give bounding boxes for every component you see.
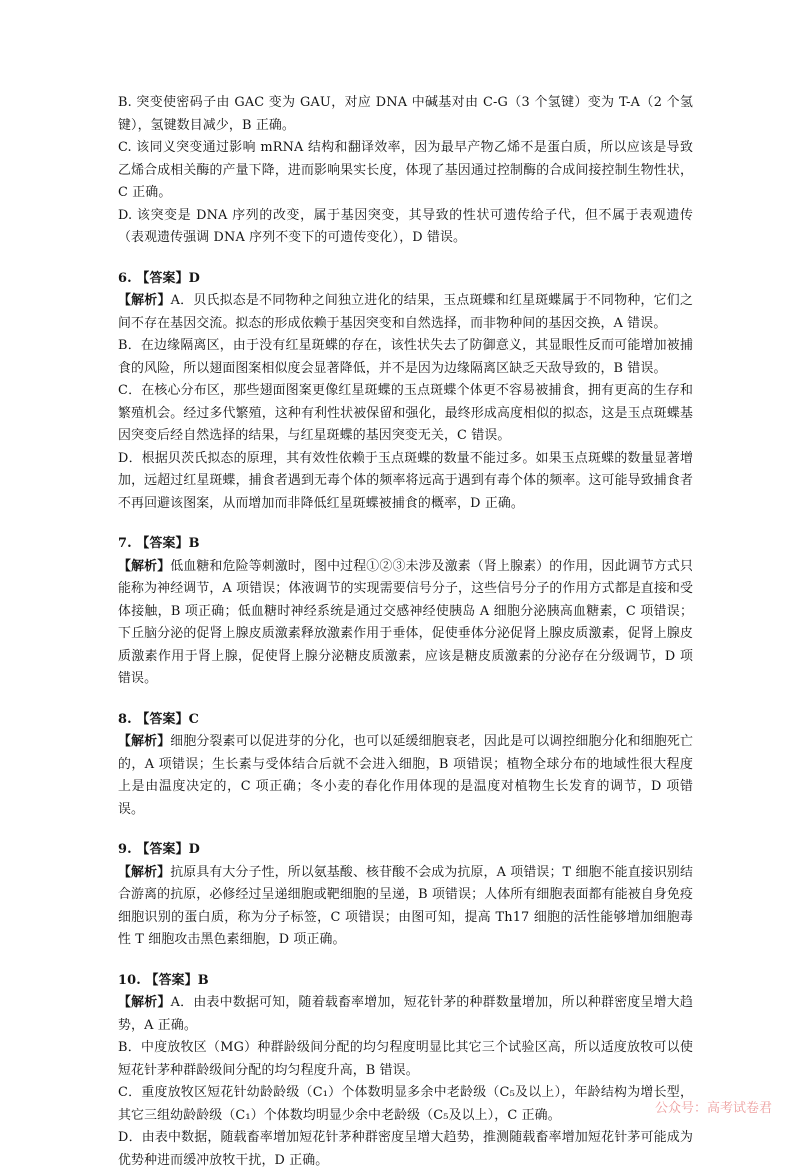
q5-option-c: C. 该同义突变通过影响 mRNA 结构和翻译效率，因为最早产物乙烯不是蛋白质，所以应该是导致乙烯合成相关酶的产量下降，进而影响果实长度，体现了基因通过控制酶的合成间接控制生物性状，C 正确。: [118, 137, 693, 205]
analysis-text: A．贝氏拟态是不同物种之间独立进化的结果，玉点斑蝶和红星斑蝶属于不同物种，它们之间不存在基因交流。拟态的形成依赖于基因突变和自然选择，而非物种间的基因交换，A 错误。: [118, 293, 693, 331]
answer-line: [118, 970, 693, 993]
question-10: [118, 970, 693, 1172]
answer-document: [118, 92, 693, 1172]
q5-tail: [118, 92, 693, 250]
watermark: 公众号：高考试卷君: [655, 1097, 772, 1116]
answer-value: D: [189, 842, 200, 857]
answer-value: C: [189, 712, 199, 727]
analysis-tag: 【解析】: [118, 734, 170, 749]
answer-tag: 【答案】: [146, 973, 198, 988]
analysis-tag: 【解析】: [118, 995, 171, 1010]
question-number: 10.: [118, 973, 141, 988]
analysis-paragraph: D．根据贝茨氏拟态的原理，其有效性依赖于玉点斑蝶的数量不能过多。如果玉点斑蝶的数量显著增加，远超过红星斑蝶，捕食者遇到无毒个体的频率将远高于遇到有毒个体的频率。这可能导致捕食者不再回避该图案，从而增加而非降低红星斑蝶被捕食的概率，D 正确。: [118, 448, 693, 516]
question-number: 6.: [118, 271, 132, 286]
analysis-paragraph: B．在边缘隔离区，由于没有红星斑蝶的存在，该性状失去了防御意义，其显眼性反而可能增加被捕食的风险，所以翅面图案相似度会显著降低，并不是因为边缘隔离区缺乏天敌导致的，B 错误。: [118, 335, 693, 380]
analysis-tag: 【解析】: [118, 293, 171, 308]
answer-value: D: [189, 271, 200, 286]
answer-tag: 【答案】: [136, 842, 188, 857]
answer-line: [118, 839, 693, 862]
analysis-paragraph: D．由表中数据，随载畜率增加短花针茅种群密度呈增大趋势，推测随载畜率增加短花针茅可能成为优势种进而缓冲放牧干扰，D 正确。: [118, 1127, 693, 1172]
analysis-paragraph: [118, 731, 693, 821]
answer-value: B: [198, 973, 209, 988]
analysis-paragraph: [118, 992, 693, 1037]
analysis-paragraph: [118, 862, 693, 952]
answer-tag: 【答案】: [136, 712, 188, 727]
analysis-text: A．由表中数据可知，随着载畜率增加，短花针茅的种群数量增加，所以种群密度呈增大趋势，A 正确。: [118, 995, 693, 1033]
question-number: 8.: [118, 712, 132, 727]
analysis-paragraph: C．在核心分布区，那些翅面图案更像红星斑蝶的玉点斑蝶个体更不容易被捕食，拥有更高的生存和繁殖机会。经过多代繁殖，这种有利性状被保留和强化，最终形成高度相似的拟态，这是玉点斑蝶基因突变后经自然选择的结果，与红星斑蝶的基因突变无关，C 错误。: [118, 380, 693, 448]
analysis-paragraph: C．重度放牧区短花针幼龄龄级（C₁）个体数明显多余中老龄级（C₅及以上），年龄结构为增长型，其它三组幼龄龄级（C₁）个体数均明显少余中老龄级（C₅及以上），C 正确。: [118, 1082, 693, 1127]
analysis-text: 低血糖和危险等刺激时，图中过程①②③未涉及激素（肾上腺素）的作用，因此调节方式只能称为神经调节，A 项错误；体液调节的实现需要信号分子，这些信号分子的作用方式都是直接和受体接触，B 项正确；低血糖时神经系统是通过交感神经使胰岛 A 细胞分泌胰高血糖素，C 项错误；下丘脑分泌的促肾上腺皮质激素释放激素作用于垂体，促使垂体分泌促肾上腺皮质激素，促肾上腺皮质激素作用于肾上腺，促使肾上腺分泌糖皮质激素，应该是糖皮质激素的分泌存在分级调节，D 项错误。: [118, 559, 693, 687]
answer-tag: 【答案】: [136, 536, 188, 551]
analysis-text: 细胞分裂素可以促进芽的分化，也可以延缓细胞衰老，因此是可以调控细胞分化和细胞死亡的，A 项错误；生长素与受体结合后就不会进入细胞，B 项错误；植物全球分布的地域性很大程度上是由温度决定的，C 项正确；冬小麦的春化作用体现的是温度对植物生长发育的调节，D 项错误。: [118, 734, 693, 817]
question-9: [118, 839, 693, 952]
analysis-tag: 【解析】: [118, 865, 170, 880]
question-7: [118, 533, 693, 691]
answer-line: [118, 533, 693, 556]
question-6: [118, 268, 693, 516]
analysis-paragraph: [118, 556, 693, 691]
answer-value: B: [189, 536, 200, 551]
answer-tag: 【答案】: [136, 271, 188, 286]
question-number: 7.: [118, 536, 132, 551]
q5-option-d: D. 该突变是 DNA 序列的改变，属于基因突变，其导致的性状可遗传给子代，但不属于表观遗传（表观遗传强调 DNA 序列不变下的可遗传变化），D 错误。: [118, 205, 693, 250]
analysis-paragraph: [118, 290, 693, 335]
answer-line: [118, 268, 693, 291]
question-8: [118, 709, 693, 822]
analysis-paragraph: B．中度放牧区（MG）种群龄级间分配的均匀程度明显比其它三个试验区高，所以适度放牧可以使短花针茅种群龄级间分配的均匀程度升高，B 错误。: [118, 1037, 693, 1082]
analysis-text: 抗原具有大分子性，所以氨基酸、核苷酸不会成为抗原，A 项错误；T 细胞不能直接识别结合游离的抗原，必修经过呈递细胞或靶细胞的呈递，B 项错误；人体所有细胞表面都有能被自身免疫细胞识别的蛋白质，称为分子标签，C 项错误；由图可知，提高 Th17 细胞的活性能够增加细胞毒性 T 细胞攻击黑色素细胞，D 项正确。: [118, 865, 693, 948]
question-number: 9.: [118, 842, 132, 857]
answer-line: [118, 709, 693, 732]
analysis-tag: 【解析】: [118, 559, 170, 574]
q5-option-b: B. 突变使密码子由 GAC 变为 GAU，对应 DNA 中碱基对由 C-G（3 个氢键）变为 T-A（2 个氢键），氢键数目减少，B 正确。: [118, 92, 693, 137]
